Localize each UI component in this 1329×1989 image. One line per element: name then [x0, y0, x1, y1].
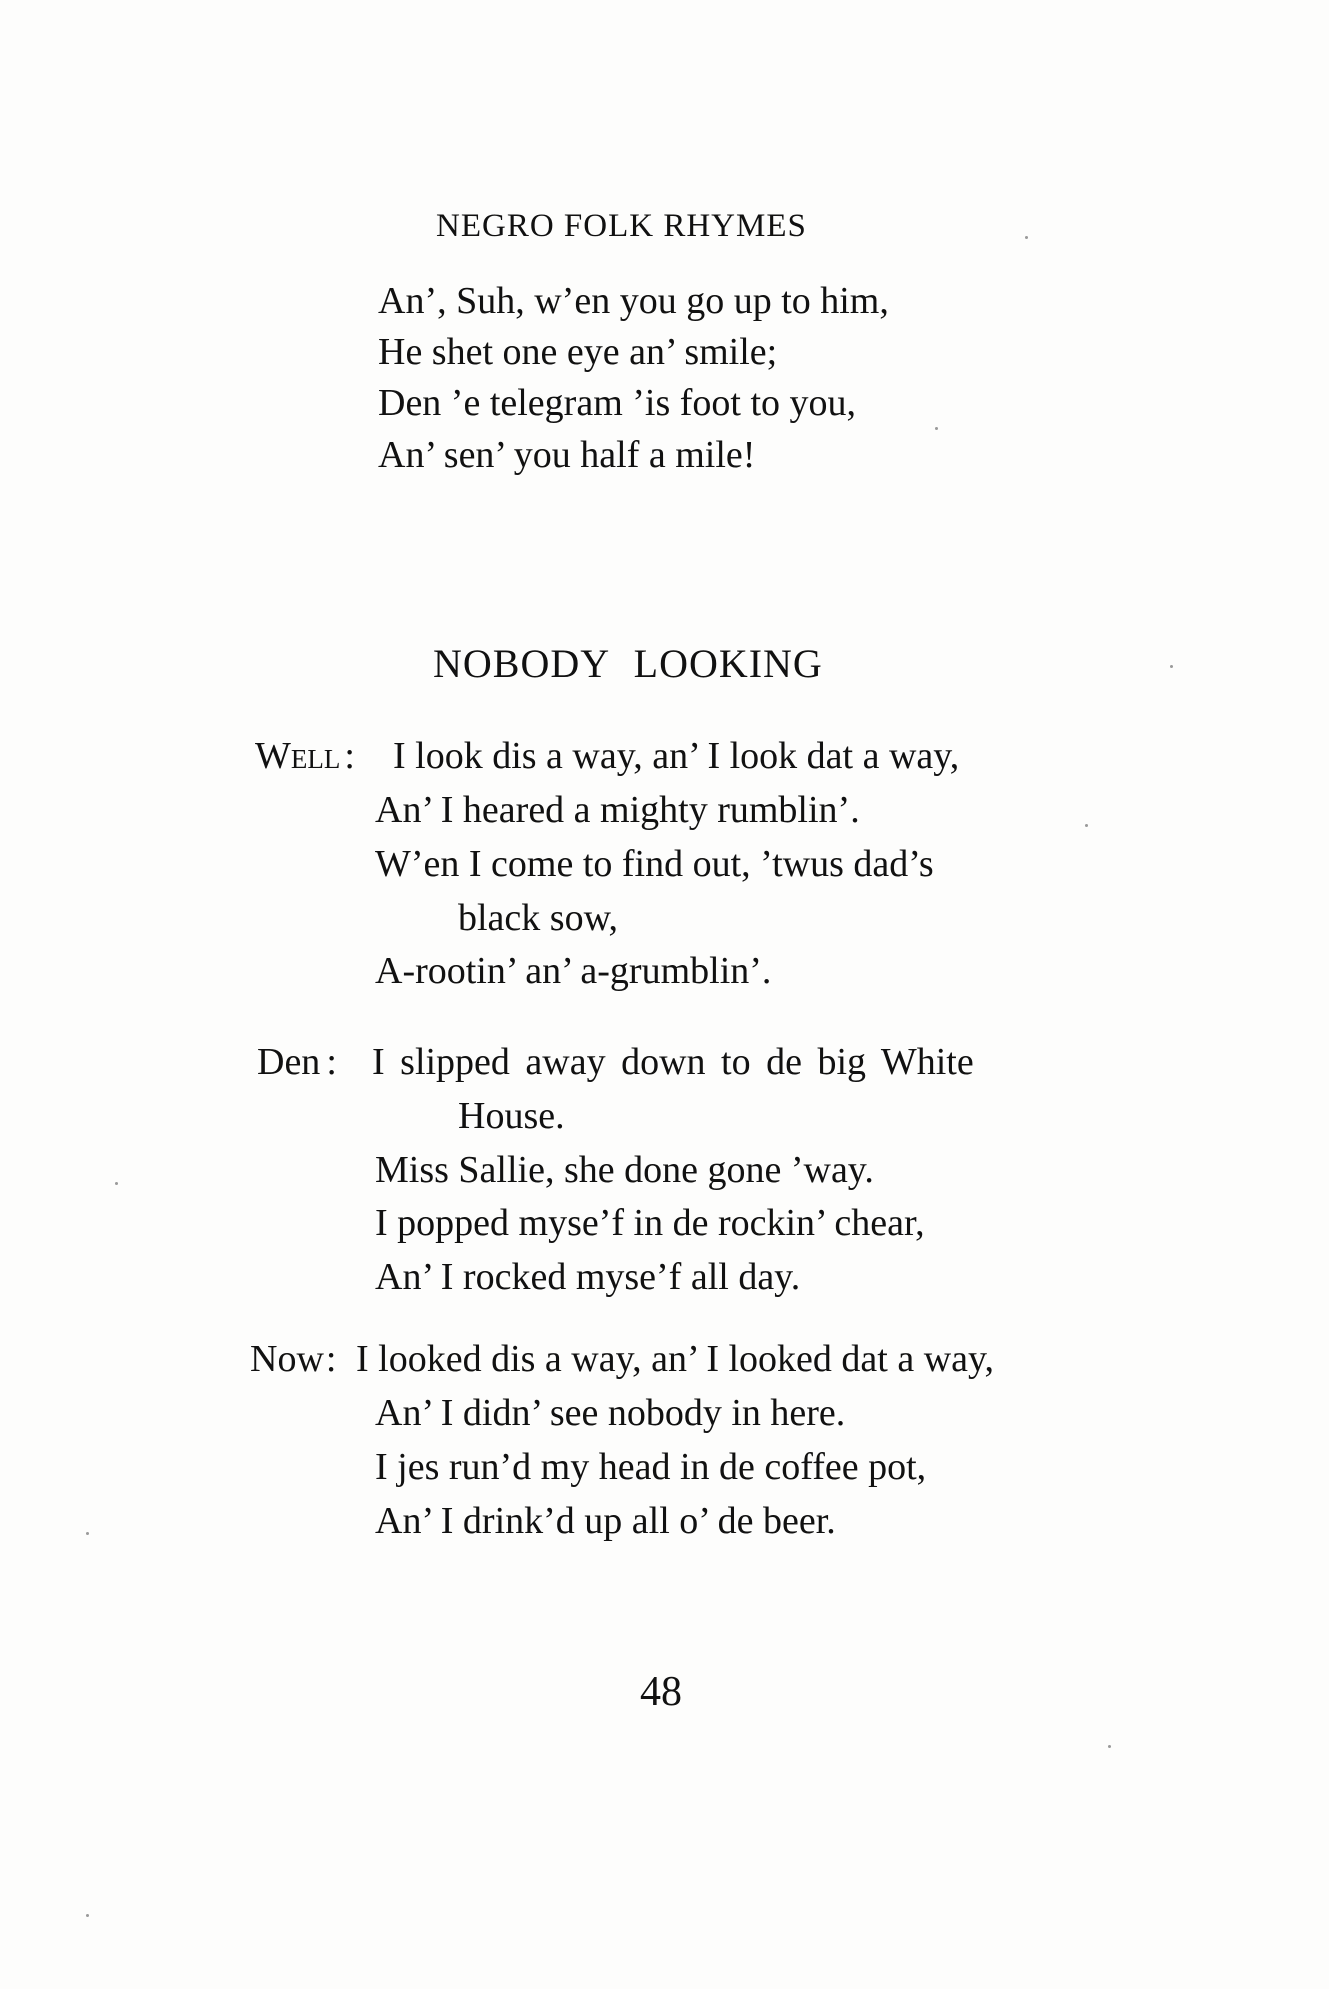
- verse-line: He shet one eye an’ smile;: [378, 331, 778, 373]
- verse-line: An’ sen’ you half a mile!: [378, 434, 756, 476]
- scan-speck: [1025, 236, 1028, 239]
- scan-speck: [1108, 1745, 1111, 1748]
- verse-line: I popped myse’f in de rockin’ chear,: [375, 1202, 925, 1244]
- scan-speck: [1085, 824, 1088, 827]
- speaker-label: Den: [257, 1041, 321, 1083]
- verse-line: I looked dis a way, an’ I looked dat a way,: [356, 1338, 995, 1380]
- verse-line: I look dis a way, an’ I look dat a way,: [393, 735, 960, 777]
- verse-line: W’en I come to find out, ’twus dad’s: [375, 843, 934, 885]
- verse-line: A-rootin’ an’ a-grumblin’.: [375, 950, 772, 992]
- speaker-colon: :: [325, 1338, 337, 1380]
- stanza-speaker: [255, 737, 355, 775]
- page-number: 48: [640, 1669, 682, 1715]
- speaker-colon: :: [344, 735, 355, 777]
- verse-line: An’ I rocked myse’f all day.: [375, 1256, 801, 1298]
- running-head: NEGRO FOLK RHYMES: [436, 208, 807, 244]
- speaker-label: Now: [250, 1338, 324, 1380]
- verse-line: Miss Sallie, she done gone ’way.: [375, 1149, 874, 1191]
- scan-speck: [935, 427, 938, 430]
- poem-title: NOBODY LOOKING: [433, 641, 823, 686]
- scan-speck: [86, 1532, 89, 1535]
- verse-line: An’ I heared a mighty rumblin’.: [375, 789, 860, 831]
- verse-line: I jes run’d my head in de coffee pot,: [375, 1446, 927, 1488]
- verse-line: An’, Suh, w’en you go up to him,: [378, 280, 889, 322]
- verse-line: An’ I drink’d up all o’ de beer.: [375, 1500, 836, 1542]
- scan-speck: [1170, 665, 1173, 668]
- verse-line: An’ I didn’ see nobody in here.: [375, 1392, 846, 1434]
- stanza-speaker: [257, 1043, 337, 1081]
- verse-line: Den ’e telegram ’is foot to you,: [378, 382, 857, 424]
- stanza-speaker: [250, 1340, 336, 1378]
- speaker-label: Well: [255, 735, 341, 777]
- scan-speck: [86, 1914, 89, 1917]
- scan-speck: [115, 1182, 118, 1185]
- speaker-colon: :: [326, 1041, 337, 1083]
- verse-line-indent: House.: [458, 1095, 565, 1137]
- verse-line-indent: black sow,: [458, 897, 619, 939]
- verse-line: I slipped away down to de big White: [372, 1041, 974, 1083]
